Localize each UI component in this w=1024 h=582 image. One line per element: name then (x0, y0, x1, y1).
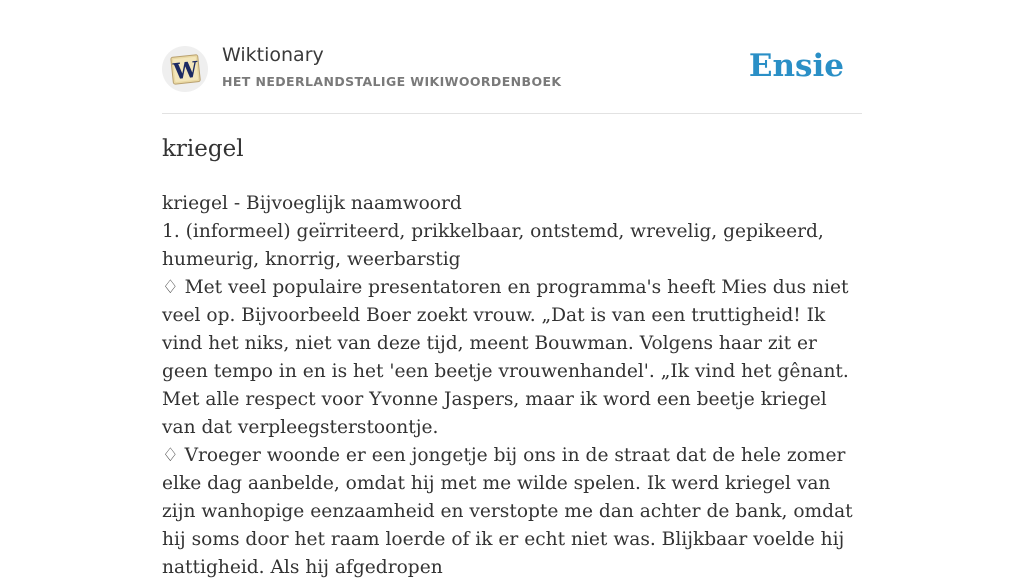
site-name[interactable]: Wiktionary (222, 44, 324, 66)
example-quote: ♢ Met veel populaire presentatoren en programma's heeft Mies dus niet veel op. Bijvoorbeeld Boer zoekt vrouw. „Dat is van een truttigheid! Ik vind het niks, niet van deze tijd, meent Bouwman. Volgens haar zit er geen tempo in en is het 'een beetje vrouwenhandel'. „Ik vind het gênant. Met alle respect voor Yvonne Jaspers, maar ik word een beetje kriegel van dat verpleegsterstoontje. (162, 277, 849, 438)
page (162, 0, 862, 578)
sense-line: 1. (informeel) geïrriteerd, prikkelbaar, ontstemd, wrevelig, gepikeerd, humeurig, knorrig, weerbarstig (162, 221, 824, 270)
site-header (162, 0, 862, 114)
part-of-speech-line: kriegel - Bijvoeglijk naamwoord (162, 193, 462, 214)
ensie-logo-link[interactable]: Ensie (748, 48, 844, 84)
site-tagline: HET NEDERLANDSTALIGE WIKIWOORDENBOEK (222, 74, 562, 89)
svg-text:W: W (172, 56, 200, 86)
entry-definition (162, 190, 862, 582)
example-quote: ♢ Vroeger woonde er een jongetje bij ons in de straat dat de hele zomer elke dag aanbelde, omdat hij met me wilde spelen. Ik werd kriegel van zijn wanhopige eenzaamheid en verstopte me dan achter de bank, omdat hij soms door het raam loerde of ik er echt niet was. Blijkbaar voelde hij nattigheid. Als hij afgedropen (162, 445, 853, 578)
entry-title: kriegel (162, 136, 244, 162)
wiktionary-logo-icon[interactable] (162, 46, 208, 92)
